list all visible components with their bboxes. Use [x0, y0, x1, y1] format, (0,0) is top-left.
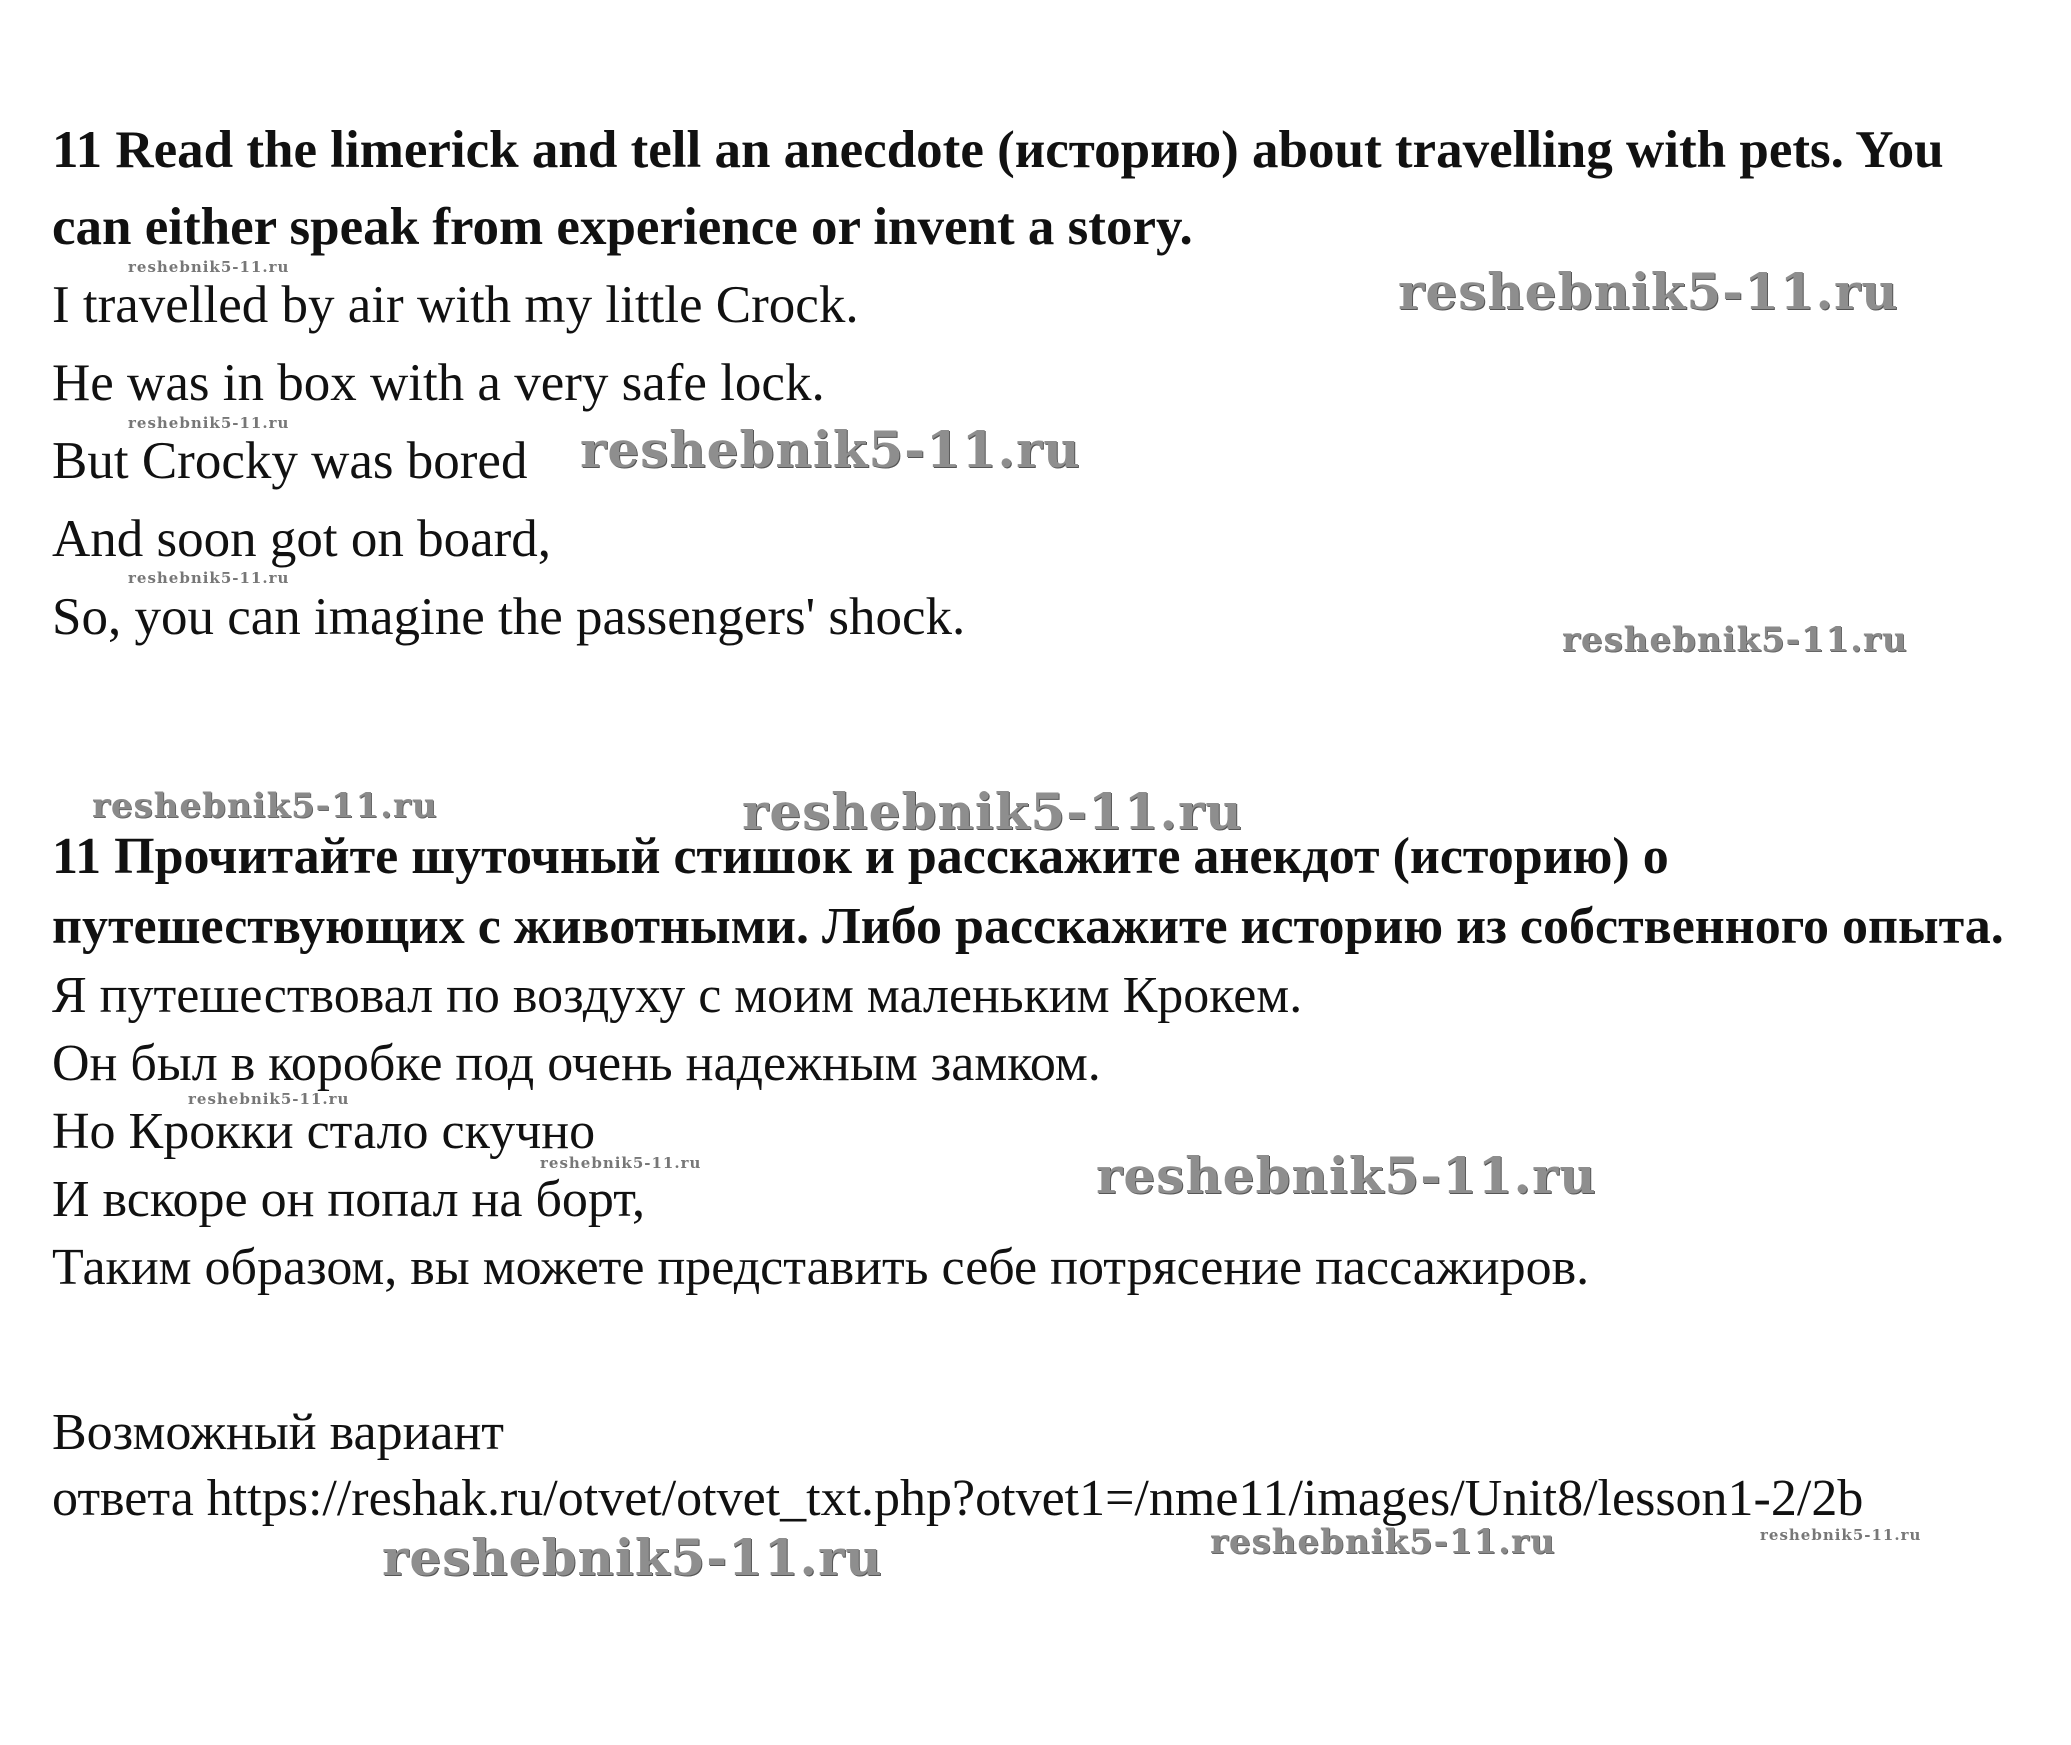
watermark: reshebnik5-11.ru	[540, 1154, 702, 1172]
watermark: reshebnik5-11.ru	[1210, 1522, 1556, 1562]
watermark: reshebnik5-11.ru	[188, 1090, 350, 1108]
english-section	[52, 112, 2012, 656]
watermark: reshebnik5-11.ru	[742, 782, 1243, 841]
watermark: reshebnik5-11.ru	[128, 258, 290, 276]
english-poem-line-4: And soon got on board,	[52, 510, 552, 568]
english-task-heading: 11 Read the limerick and tell an anecdote (историю) about travelling with pets. You can either speak from experience or invent a story.	[52, 121, 1944, 256]
russian-poem-line-4: И вскоре он попал на борт,	[52, 1171, 646, 1228]
watermark: reshebnik5-11.ru	[1562, 620, 1908, 660]
russian-poem-line-2: Он был в коробке под очень надежным замком.	[52, 1035, 1101, 1092]
watermark: reshebnik5-11.ru	[1760, 1526, 1922, 1544]
watermark: reshebnik5-11.ru	[92, 786, 438, 826]
watermark: reshebnik5-11.ru	[128, 414, 290, 432]
watermark: reshebnik5-11.ru	[1398, 262, 1899, 321]
english-poem-line-3: But Crocky was bored	[52, 432, 528, 490]
russian-poem-line-3: Но Крокки стало скучно	[52, 1103, 596, 1160]
answer-label: Возможный вариант	[52, 1404, 505, 1461]
watermark: reshebnik5-11.ru	[1096, 1146, 1597, 1205]
russian-section	[52, 822, 2012, 1302]
russian-poem-line-5: Таким образом, вы можете представить себе потрясение пассажиров.	[52, 1239, 1590, 1296]
watermark: reshebnik5-11.ru	[382, 1528, 883, 1587]
watermark: reshebnik5-11.ru	[580, 420, 1081, 479]
english-poem-line-1: I travelled by air with my little Crock.	[52, 276, 859, 334]
russian-task-heading: 11 Прочитайте шуточный стишок и расскажите анекдот (историю) о путешествующих с животными. Либо расскажите историю из собственного опыта.	[52, 828, 2004, 955]
russian-poem-line-1: Я путешествовал по воздуху с моим маленьким Крокем.	[52, 967, 1303, 1024]
english-poem-line-2: He was in box with a very safe lock.	[52, 354, 825, 412]
answer-section	[52, 1400, 2012, 1532]
english-poem-line-5: So, you can imagine the passengers' shock.	[52, 588, 966, 646]
answer-link-text: ответа https://reshak.ru/otvet/otvet_txt.php?otvet1=/nme11/images/Unit8/lesson1-2/2b	[52, 1470, 1864, 1527]
watermark: reshebnik5-11.ru	[128, 569, 290, 587]
